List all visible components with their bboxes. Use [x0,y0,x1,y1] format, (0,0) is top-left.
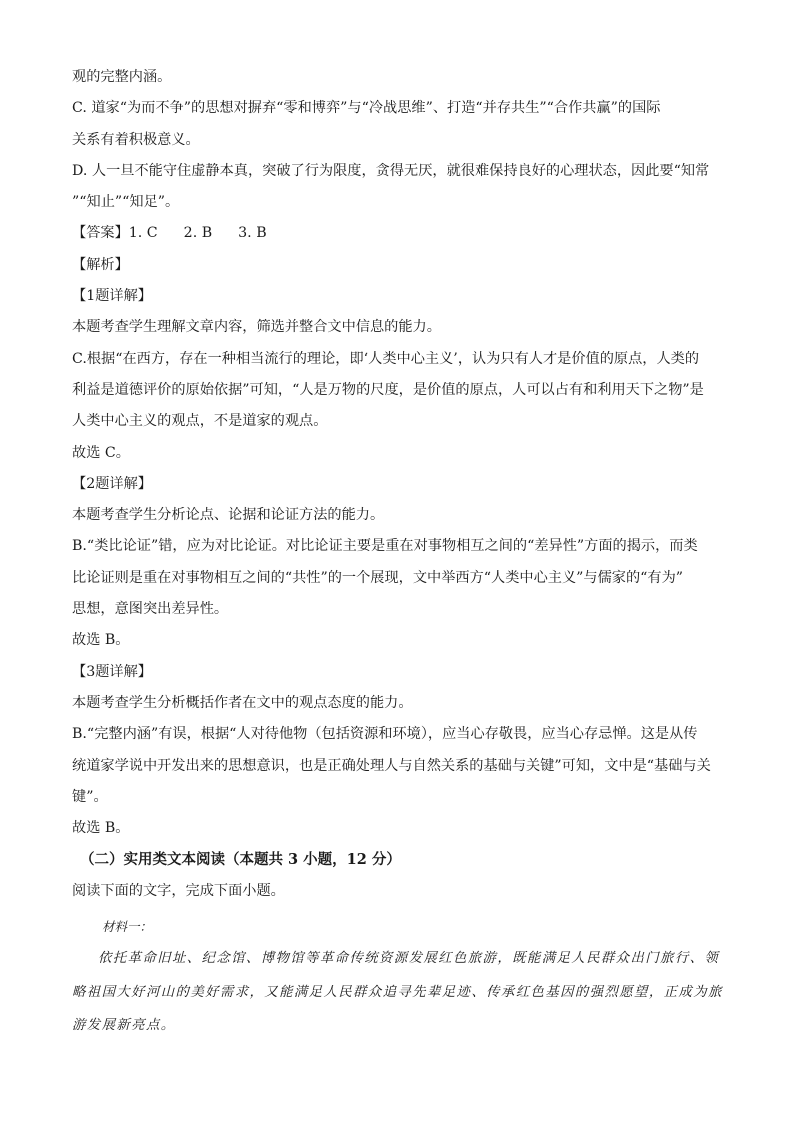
q3-line: 本题考查学生分析概括作者在文中的观点态度的能力。 [72,694,413,711]
q1-title: 【1题详解】 [72,288,152,305]
q3-line: B.“完整内涵”有误，根据“人对待他物（包括资源和环境），应当心存敬畏，应当心存忌惮。这是从传 [72,726,698,743]
q3-line: 键”。 [72,788,108,805]
q2-line: 比论证则是重在对事物相互之间的“共性”的一个展现，文中举西方“人类中心主义”与儒家的“有为” [72,569,684,586]
answer-1: 1. C [128,225,158,242]
q2-line: 思想，意图突出差异性。 [72,601,229,618]
option-c-line: C. 道家“为而不争”的思想对摒弃“零和博弈”与“冷战思维”、打造“并存共生”“合作共赢”的国际 [72,100,661,117]
q2-conclusion: 故选 B。 [72,632,130,649]
q1-line: C.根据“在西方，存在一种相当流行的理论，即‘人类中心主义’，认为只有人才是价值的原点，人类的 [72,350,700,367]
q3-title: 【3题详解】 [72,663,152,680]
option-c-line-cont: 关系有着积极意义。 [72,131,200,148]
q2-title: 【2题详解】 [72,475,152,492]
answer-label: 【答案】 [72,225,129,242]
q1-line: 人类中心主义的观点，不是道家的观点。 [72,413,328,430]
q1-line: 利益是道德评价的原始依据”可知，“人是万物的尺度，是价值的原点，人可以占有和利用天下之物”是 [72,381,704,398]
answer-3: 3. B [238,225,267,242]
q2-line: 本题考查学生分析论点、论据和论证方法的能力。 [72,507,385,524]
q1-conclusion: 故选 C。 [72,444,130,461]
section-heading: （二）实用类文本阅读（本题共 3 小题，12 分） [80,851,401,869]
q1-line: 本题考查学生理解文章内容，筛选并整合文中信息的能力。 [72,319,441,336]
document-page [72,62,724,1043]
material-paragraph: 依托革命旧址、纪念馆、博物馆等革命传统资源发展红色旅游，既能满足人民群众出门旅行、领略祖国大好河山的美好需求，又能满足人民群众追寻先辈足迹、传承红色基因的强烈愿望，正成为旅游发展新亮点。 [72,951,723,1034]
option-d-line-cont: ”“知止”“知足”。 [72,194,180,211]
answer-2: 2. B [183,225,213,242]
q3-line: 统道家学说中开发出来的思想意识，也是正确处理人与自然关系的基础与关键”可知，文中是“基础与关 [72,757,711,774]
q3-conclusion: 故选 B。 [72,820,130,837]
q2-line: B.“类比论证”错，应为对比论证。对比论证主要是重在对事物相互之间的“差异性”方面的揭示，而类 [72,538,698,555]
option-d-line: D. 人一旦不能守住虚静本真，突破了行为限度，贪得无厌，就很难保持良好的心理状态，因此要“知常 [72,162,710,179]
section-instruction: 阅读下面的文字，完成下面小题。 [72,882,285,899]
answer-row [72,218,724,249]
analysis-label: 【解析】 [72,256,129,273]
material-label: 材料一： [102,919,153,935]
text-line: 观的完整内涵。 [72,69,172,85]
